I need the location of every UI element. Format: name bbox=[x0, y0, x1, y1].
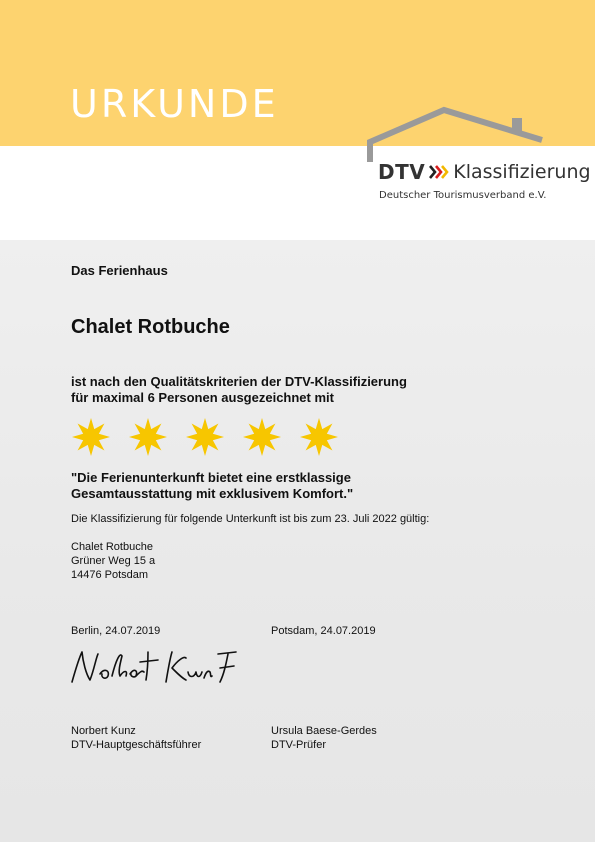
chevrons-icon bbox=[429, 164, 449, 180]
star-icon bbox=[299, 417, 339, 457]
signatory-left bbox=[71, 724, 201, 752]
signatory-title: DTV-Prüfer bbox=[271, 739, 327, 751]
property-name: Chalet Rotbuche bbox=[71, 316, 230, 338]
address-line: 14476 Potsdam bbox=[71, 569, 149, 581]
quote-line-1: "Die Ferienunterkunft bietet eine erstklassige bbox=[71, 470, 351, 485]
logo-wordmark bbox=[378, 160, 591, 184]
house-roof-icon bbox=[362, 106, 562, 166]
lead-text: Das Ferienhaus bbox=[71, 263, 168, 278]
signatory-right bbox=[271, 724, 377, 752]
signatory-name: Norbert Kunz bbox=[71, 725, 136, 737]
handwritten-signature bbox=[68, 646, 243, 688]
quote-line-2: Gesamtausstattung mit exklusivem Komfort." bbox=[71, 486, 354, 501]
star-icon bbox=[128, 417, 168, 457]
address-block bbox=[71, 540, 155, 582]
star-icon bbox=[185, 417, 225, 457]
place-date-right: Potsdam, 24.07.2019 bbox=[271, 625, 376, 637]
star-icon bbox=[242, 417, 282, 457]
criteria-text bbox=[71, 374, 407, 406]
star-rating bbox=[71, 417, 339, 457]
validity-text: Die Klassifizierung für folgende Unterkunft ist bis zum 23. Juli 2022 gültig: bbox=[71, 513, 430, 525]
address-line: Grüner Weg 15 a bbox=[71, 555, 156, 567]
signatory-name: Ursula Baese-Gerdes bbox=[271, 725, 377, 737]
place-date-left: Berlin, 24.07.2019 bbox=[71, 625, 161, 637]
logo-name: Klassifizierung bbox=[453, 161, 591, 183]
criteria-line-2: für maximal 6 Personen ausgezeichnet mit bbox=[71, 390, 334, 405]
criteria-line-1: ist nach den Qualitätskriterien der DTV-Klassifizierung bbox=[71, 374, 407, 389]
logo-brand: DTV bbox=[378, 160, 426, 184]
address-line: Chalet Rotbuche bbox=[71, 541, 153, 553]
dtv-logo bbox=[362, 106, 591, 208]
signatory-title: DTV-Hauptgeschäftsführer bbox=[71, 739, 202, 751]
star-icon bbox=[71, 417, 111, 457]
quote-text bbox=[71, 470, 353, 502]
logo-subtitle: Deutscher Tourismusverband e.V. bbox=[379, 190, 547, 201]
page-title: URKUNDE bbox=[70, 82, 279, 126]
